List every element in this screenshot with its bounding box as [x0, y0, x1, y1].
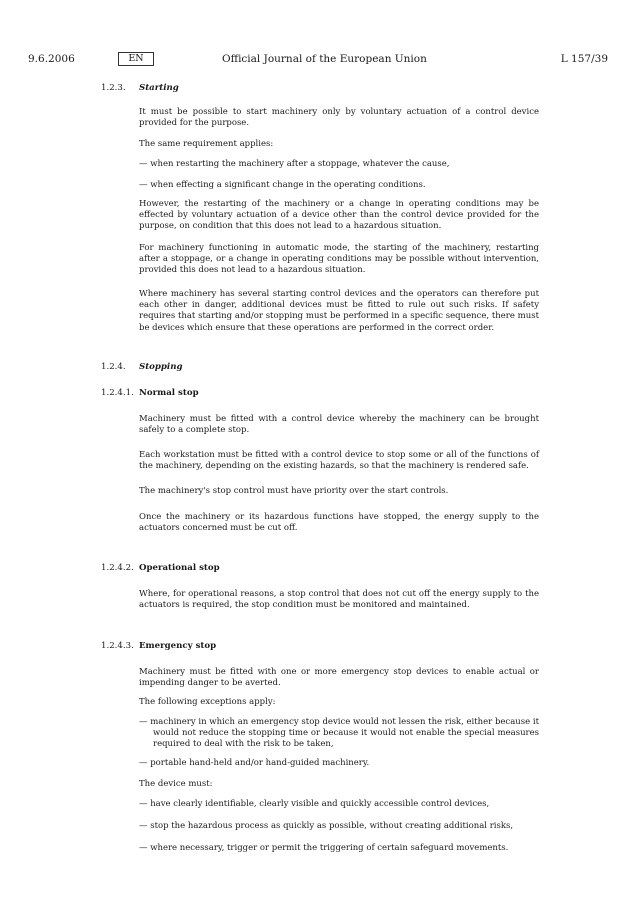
section-title: Emergency stop — [139, 641, 217, 651]
section-title: Operational stop — [139, 563, 220, 573]
section-title: Normal stop — [139, 388, 199, 398]
paragraph: Where machinery has several starting control devices and the operators can therefore put each other in danger, additional devices must be fitted to rule out such risks. If safety requires that starting and/or stopping must be performed in a specific sequence, there must be devices which ensure that these operations are performed in the correct order. — [139, 289, 539, 333]
section-number: 1.2.4. — [101, 362, 126, 372]
paragraph: It must be possible to start machinery only by voluntary actuation of a control device provided for the purpose. — [139, 107, 539, 129]
paragraph: The following exceptions apply: — [139, 697, 276, 707]
paragraph: However, the restarting of the machinery or a change in operating conditions may be effected by voluntary actuation of a device other than the control device provided for the purpose, on condition that this does not lead to a hazardous situation. — [139, 199, 539, 232]
list-item: — machinery in which an emergency stop device would not lessen the risk, either because it would not reduce the stopping time or because it would not enable the special measures required to deal with the risk to be taken, — [139, 717, 539, 750]
paragraph: Machinery must be fitted with a control device whereby the machinery can be brought safely to a complete stop. — [139, 414, 539, 436]
list-item: — have clearly identifiable, clearly visible and quickly accessible control devices, — [139, 799, 490, 809]
list-item: — stop the hazardous process as quickly as possible, without creating additional risks, — [139, 821, 514, 831]
list-item: — portable hand-held and/or hand-guided machinery. — [139, 758, 370, 768]
language-badge: EN — [118, 52, 154, 66]
section-number: 1.2.3. — [101, 83, 126, 93]
section-number: 1.2.4.2. — [101, 563, 134, 573]
paragraph: Where, for operational reasons, a stop control that does not cut off the energy supply to the actuators is required, the stop condition must be monitored and maintained. — [139, 589, 539, 611]
paragraph: The same requirement applies: — [139, 139, 274, 149]
page-number: L 157/39 — [560, 53, 608, 65]
section-title: Starting — [139, 83, 179, 93]
list-item: — when effecting a significant change in the operating conditions. — [139, 180, 426, 190]
list-item: — when restarting the machinery after a stoppage, whatever the cause, — [139, 159, 450, 169]
paragraph: Each workstation must be fitted with a control device to stop some or all of the functions of the machinery, depending on the existing hazards, so that the machinery is rendered safe. — [139, 450, 539, 472]
list-item: — where necessary, trigger or permit the triggering of certain safeguard movements. — [139, 843, 509, 853]
section-number: 1.2.4.3. — [101, 641, 134, 651]
paragraph: The machinery's stop control must have priority over the start controls. — [139, 486, 449, 496]
paragraph: The device must: — [139, 779, 213, 789]
paragraph: Once the machinery or its hazardous functions have stopped, the energy supply to the actuators concerned must be cut off. — [139, 512, 539, 534]
section-number: 1.2.4.1. — [101, 388, 134, 398]
section-title: Stopping — [139, 362, 183, 372]
header-date: 9.6.2006 — [28, 53, 75, 65]
journal-title: Official Journal of the European Union — [222, 53, 427, 65]
paragraph: For machinery functioning in automatic mode, the starting of the machinery, restarting after a stoppage, or a change in operating conditions may be possible without intervention, provided this does not lead to a hazardous situation. — [139, 243, 539, 276]
paragraph: Machinery must be fitted with one or more emergency stop devices to enable actual or impending danger to be averted. — [139, 667, 539, 689]
